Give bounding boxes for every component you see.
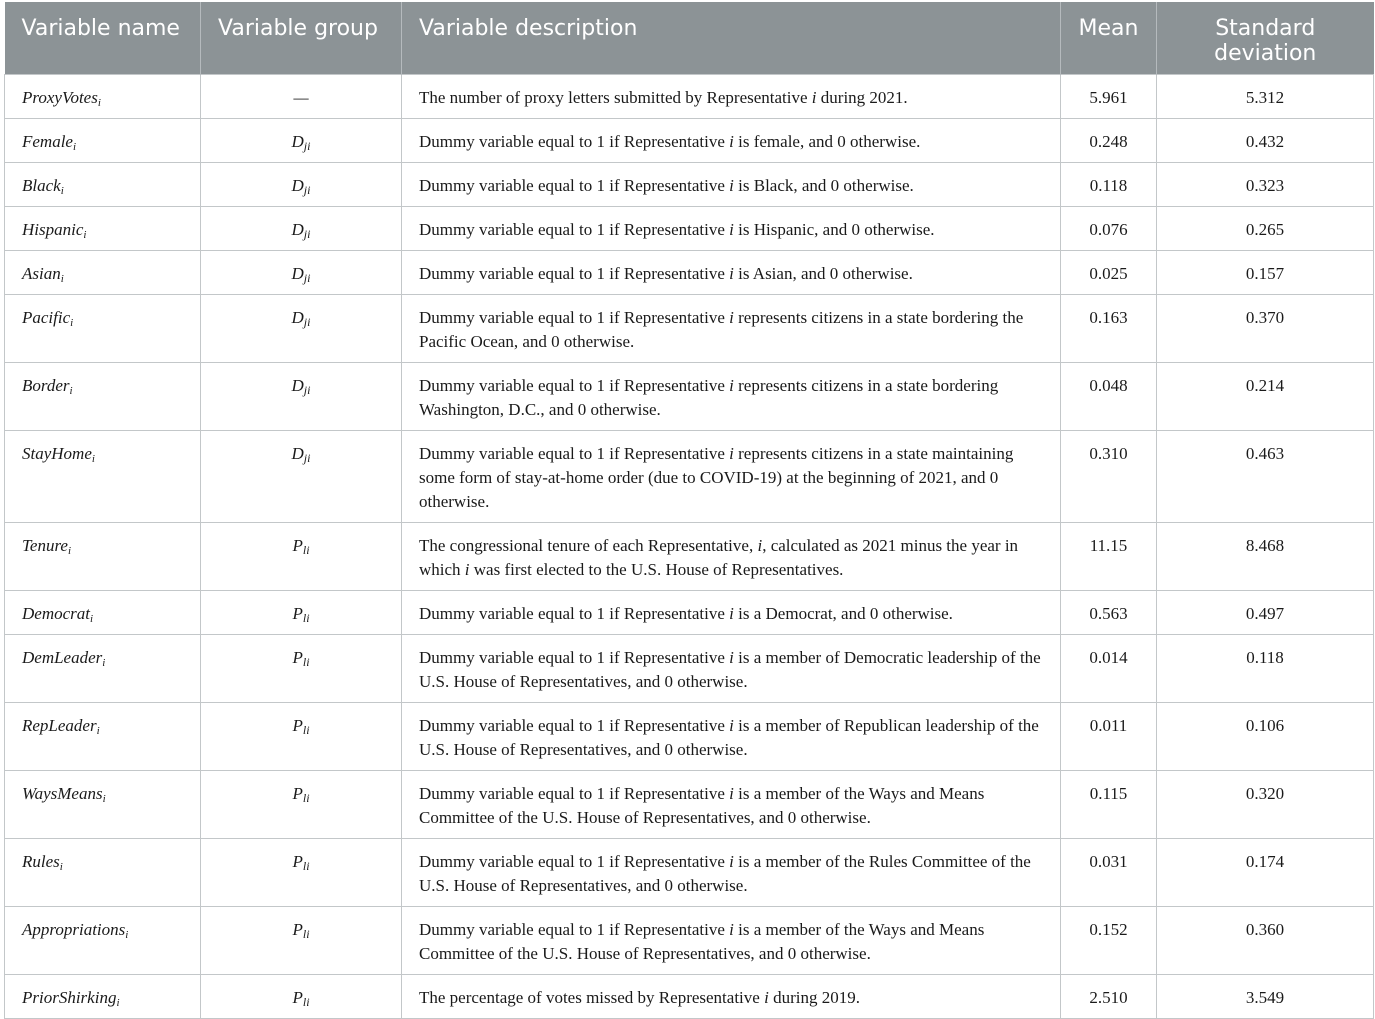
description-text: during 2021. xyxy=(816,88,908,107)
description-text: is a Democrat, and 0 otherwise. xyxy=(733,604,953,623)
cell-mean: 0.115 xyxy=(1061,771,1157,839)
variable-subscript: i xyxy=(116,997,120,1009)
cell-mean: 0.048 xyxy=(1061,363,1157,431)
variable-name: RepLeader xyxy=(22,716,97,735)
cell-variable-description xyxy=(402,907,1061,975)
description-text: Dummy variable equal to 1 if Representative xyxy=(419,308,730,327)
group-subscript: li xyxy=(302,927,310,941)
group-subscript: li xyxy=(302,611,310,625)
table-row xyxy=(5,251,1374,295)
description-text: Dummy variable equal to 1 if Representative xyxy=(419,604,730,623)
header-variable-group: Variable group xyxy=(201,2,402,75)
variable-group: D xyxy=(291,376,304,395)
description-text: is a member of the Ways and Means Committee of the U.S. House of Representatives, and 0 otherwise. xyxy=(419,920,985,963)
description-text: The congressional tenure of each Representative, xyxy=(419,536,758,555)
variable-group: P xyxy=(292,852,303,871)
variable-subscript: i xyxy=(70,317,74,329)
description-text: The number of proxy letters submitted by Representative xyxy=(419,88,812,107)
description-index: i xyxy=(729,920,734,939)
description-text: is female, and 0 otherwise. xyxy=(733,132,921,151)
table-row xyxy=(5,703,1374,771)
cell-standard-deviation: 0.320 xyxy=(1157,771,1374,839)
cell-variable-name xyxy=(5,207,201,251)
group-subscript: ji xyxy=(303,183,311,197)
cell-variable-description xyxy=(402,635,1061,703)
description-index: i xyxy=(729,852,734,871)
variable-name: Hispanic xyxy=(22,220,84,239)
cell-variable-description xyxy=(402,771,1061,839)
cell-variable-name xyxy=(5,251,201,295)
variable-group: D xyxy=(291,132,304,151)
variable-name: StayHome xyxy=(22,444,92,463)
table-row xyxy=(5,635,1374,703)
variable-group: D xyxy=(291,444,304,463)
description-text: Dummy variable equal to 1 if Representative xyxy=(419,716,730,735)
cell-variable-name xyxy=(5,771,201,839)
description-text: Dummy variable equal to 1 if Representative xyxy=(419,444,730,463)
table-row xyxy=(5,839,1374,907)
description-text: is a member of the Rules Committee of the U.S. House of Representatives, and 0 otherwise. xyxy=(419,852,1031,895)
variable-name: Asian xyxy=(22,264,61,283)
table-row xyxy=(5,907,1374,975)
description-text: represents citizens in a state maintaining some form of stay-at-home order (due to COVID-19) at the beginning of 2021, and 0 otherwise. xyxy=(419,444,1014,511)
cell-variable-description xyxy=(402,703,1061,771)
cell-variable-group xyxy=(201,591,402,635)
variable-name: Pacific xyxy=(22,308,71,327)
description-index: i xyxy=(729,376,734,395)
variable-subscript: i xyxy=(60,273,64,285)
group-subscript: ji xyxy=(303,315,311,329)
variable-group: P xyxy=(292,716,303,735)
description-text: Dummy variable equal to 1 if Representative xyxy=(419,648,730,667)
table-row xyxy=(5,75,1374,119)
description-text: is a member of Republican leadership of the U.S. House of Representatives, and 0 otherwise. xyxy=(419,716,1039,759)
variable-subscript: i xyxy=(97,97,101,109)
group-subscript: li xyxy=(302,723,310,737)
cell-variable-group xyxy=(201,207,402,251)
description-index: i xyxy=(764,988,769,1007)
cell-mean: 5.961 xyxy=(1061,75,1157,119)
description-text: is a member of the Ways and Means Committee of the U.S. House of Representatives, and 0 otherwise. xyxy=(419,784,985,827)
cell-variable-name xyxy=(5,163,201,207)
variable-name: WaysMeans xyxy=(22,784,103,803)
table-row xyxy=(5,207,1374,251)
cell-standard-deviation: 5.312 xyxy=(1157,75,1374,119)
cell-standard-deviation: 0.214 xyxy=(1157,363,1374,431)
group-subscript: li xyxy=(302,655,310,669)
group-subscript: li xyxy=(302,995,310,1009)
cell-mean: 0.248 xyxy=(1061,119,1157,163)
variable-group: P xyxy=(292,604,303,623)
cell-mean: 0.076 xyxy=(1061,207,1157,251)
cell-variable-group xyxy=(201,163,402,207)
cell-variable-description xyxy=(402,839,1061,907)
description-text: The percentage of votes missed by Representative xyxy=(419,988,765,1007)
cell-mean: 0.118 xyxy=(1061,163,1157,207)
group-subscript: ji xyxy=(303,139,311,153)
cell-variable-group xyxy=(201,907,402,975)
variable-subscript: i xyxy=(102,793,106,805)
group-subscript: li xyxy=(302,859,310,873)
cell-variable-group xyxy=(201,119,402,163)
cell-variable-description xyxy=(402,119,1061,163)
table-row xyxy=(5,295,1374,363)
description-text: during 2019. xyxy=(768,988,860,1007)
cell-variable-group xyxy=(201,295,402,363)
description-text: Dummy variable equal to 1 if Representative xyxy=(419,264,730,283)
description-text: , calculated as 2021 minus the year in which xyxy=(419,536,1019,579)
variable-group: P xyxy=(292,920,303,939)
variable-group: D xyxy=(291,176,304,195)
cell-variable-group xyxy=(201,251,402,295)
variable-subscript: i xyxy=(72,141,77,153)
table-header-row xyxy=(5,2,1374,75)
description-index: i xyxy=(729,444,734,463)
cell-standard-deviation: 0.265 xyxy=(1157,207,1374,251)
group-subscript: li xyxy=(302,543,310,557)
table-row xyxy=(5,771,1374,839)
variable-subscript: i xyxy=(89,613,94,625)
description-index: i xyxy=(729,220,734,239)
table-row xyxy=(5,591,1374,635)
variable-subscript: i xyxy=(69,385,73,397)
cell-variable-group xyxy=(201,839,402,907)
header-variable-name: Variable name xyxy=(5,2,201,75)
group-subscript: ji xyxy=(303,451,311,465)
description-text: was first elected to the U.S. House of Representatives. xyxy=(469,560,844,579)
cell-standard-deviation: 0.157 xyxy=(1157,251,1374,295)
variable-name: Black xyxy=(22,176,61,195)
cell-variable-description xyxy=(402,363,1061,431)
variable-subscript: i xyxy=(60,185,64,197)
header-mean: Mean xyxy=(1061,2,1157,75)
variable-group: D xyxy=(291,220,304,239)
cell-mean: 0.563 xyxy=(1061,591,1157,635)
variable-group: P xyxy=(292,784,303,803)
variable-name: PriorShirking xyxy=(22,988,117,1007)
cell-variable-group xyxy=(201,703,402,771)
description-index: i xyxy=(729,604,734,623)
description-index: i xyxy=(729,264,734,283)
cell-variable-name xyxy=(5,119,201,163)
description-index: i xyxy=(757,536,763,555)
cell-standard-deviation: 0.497 xyxy=(1157,591,1374,635)
table-row xyxy=(5,163,1374,207)
variable-name: Rules xyxy=(22,852,60,871)
description-text: Dummy variable equal to 1 if Representative xyxy=(419,376,730,395)
group-subscript: ji xyxy=(303,383,311,397)
table-row xyxy=(5,119,1374,163)
cell-variable-description xyxy=(402,523,1061,591)
variables-table xyxy=(4,2,1374,1019)
cell-variable-group xyxy=(201,635,402,703)
cell-variable-description xyxy=(402,163,1061,207)
variable-name: Democrat xyxy=(22,604,90,623)
cell-variable-description xyxy=(402,251,1061,295)
header-standard-deviation: Standard deviation xyxy=(1157,2,1374,75)
group-subscript: ji xyxy=(303,271,311,285)
cell-variable-description xyxy=(402,431,1061,523)
variable-group: P xyxy=(292,536,303,555)
variable-name: Female xyxy=(22,132,73,151)
variable-subscript: i xyxy=(67,545,72,557)
variable-subscript: i xyxy=(125,929,129,941)
cell-mean: 0.031 xyxy=(1061,839,1157,907)
description-index: i xyxy=(729,176,734,195)
description-text: Dummy variable equal to 1 if Representative xyxy=(419,784,730,803)
cell-variable-group xyxy=(201,75,402,119)
description-text: represents citizens in a state bordering Washington, D.C., and 0 otherwise. xyxy=(419,376,999,419)
cell-mean: 0.310 xyxy=(1061,431,1157,523)
variable-subscript: i xyxy=(59,861,63,873)
variable-name: DemLeader xyxy=(22,648,103,667)
cell-variable-name xyxy=(5,907,201,975)
variable-name: Appropriations xyxy=(22,920,126,939)
table-row xyxy=(5,523,1374,591)
description-index: i xyxy=(729,784,734,803)
cell-variable-name xyxy=(5,975,201,1019)
variable-subscript: i xyxy=(91,453,95,465)
cell-standard-deviation: 0.106 xyxy=(1157,703,1374,771)
variable-subscript: i xyxy=(102,657,106,669)
cell-standard-deviation: 8.468 xyxy=(1157,523,1374,591)
description-text: Dummy variable equal to 1 if Representative xyxy=(419,132,730,151)
cell-standard-deviation: 0.370 xyxy=(1157,295,1374,363)
description-index: i xyxy=(464,560,470,579)
variable-name: Border xyxy=(22,376,70,395)
description-text: Dummy variable equal to 1 if Representative xyxy=(419,920,730,939)
cell-variable-description xyxy=(402,591,1061,635)
cell-standard-deviation: 0.432 xyxy=(1157,119,1374,163)
variable-group: — xyxy=(293,88,309,107)
cell-mean: 0.152 xyxy=(1061,907,1157,975)
cell-mean: 0.014 xyxy=(1061,635,1157,703)
cell-variable-description xyxy=(402,295,1061,363)
table-row xyxy=(5,431,1374,523)
header-variable-description: Variable description xyxy=(402,2,1061,75)
description-text: Dummy variable equal to 1 if Representative xyxy=(419,220,730,239)
description-text: Dummy variable equal to 1 if Representative xyxy=(419,852,730,871)
table-row xyxy=(5,975,1374,1019)
variable-group: P xyxy=(292,648,303,667)
cell-variable-name xyxy=(5,703,201,771)
cell-variable-group xyxy=(201,523,402,591)
cell-variable-name xyxy=(5,635,201,703)
variable-group: P xyxy=(292,988,303,1007)
cell-standard-deviation: 0.174 xyxy=(1157,839,1374,907)
cell-standard-deviation: 3.549 xyxy=(1157,975,1374,1019)
cell-standard-deviation: 0.360 xyxy=(1157,907,1374,975)
cell-variable-name xyxy=(5,75,201,119)
cell-variable-group xyxy=(201,363,402,431)
cell-variable-name xyxy=(5,839,201,907)
variable-subscript: i xyxy=(96,725,100,737)
group-subscript: li xyxy=(302,791,310,805)
description-index: i xyxy=(811,88,817,107)
cell-mean: 0.163 xyxy=(1061,295,1157,363)
cell-standard-deviation: 0.463 xyxy=(1157,431,1374,523)
cell-variable-name xyxy=(5,591,201,635)
cell-variable-name xyxy=(5,363,201,431)
variable-group: D xyxy=(291,308,304,327)
description-text: is Hispanic, and 0 otherwise. xyxy=(733,220,935,239)
table-row xyxy=(5,363,1374,431)
cell-variable-description xyxy=(402,207,1061,251)
description-text: Dummy variable equal to 1 if Representative xyxy=(419,176,730,195)
description-index: i xyxy=(729,132,734,151)
cell-variable-name xyxy=(5,431,201,523)
cell-variable-name xyxy=(5,523,201,591)
description-text: is Asian, and 0 otherwise. xyxy=(733,264,913,283)
cell-standard-deviation: 0.323 xyxy=(1157,163,1374,207)
cell-variable-group xyxy=(201,771,402,839)
cell-mean: 2.510 xyxy=(1061,975,1157,1019)
cell-variable-name xyxy=(5,295,201,363)
cell-mean: 0.025 xyxy=(1061,251,1157,295)
cell-variable-group xyxy=(201,975,402,1019)
cell-mean: 0.011 xyxy=(1061,703,1157,771)
cell-standard-deviation: 0.118 xyxy=(1157,635,1374,703)
description-index: i xyxy=(729,648,734,667)
description-text: is Black, and 0 otherwise. xyxy=(733,176,914,195)
variable-group: D xyxy=(291,264,304,283)
cell-variable-group xyxy=(201,431,402,523)
variable-name: ProxyVotes xyxy=(22,88,98,107)
group-subscript: ji xyxy=(303,227,311,241)
variable-name: Tenure xyxy=(22,536,68,555)
variable-subscript: i xyxy=(83,229,87,241)
cell-mean: 11.15 xyxy=(1061,523,1157,591)
description-text: represents citizens in a state bordering the Pacific Ocean, and 0 otherwise. xyxy=(419,308,1024,351)
description-index: i xyxy=(729,716,734,735)
description-index: i xyxy=(729,308,734,327)
cell-variable-description xyxy=(402,75,1061,119)
cell-variable-description xyxy=(402,975,1061,1019)
description-text: is a member of Democratic leadership of the U.S. House of Representatives, and 0 otherwise. xyxy=(419,648,1041,691)
